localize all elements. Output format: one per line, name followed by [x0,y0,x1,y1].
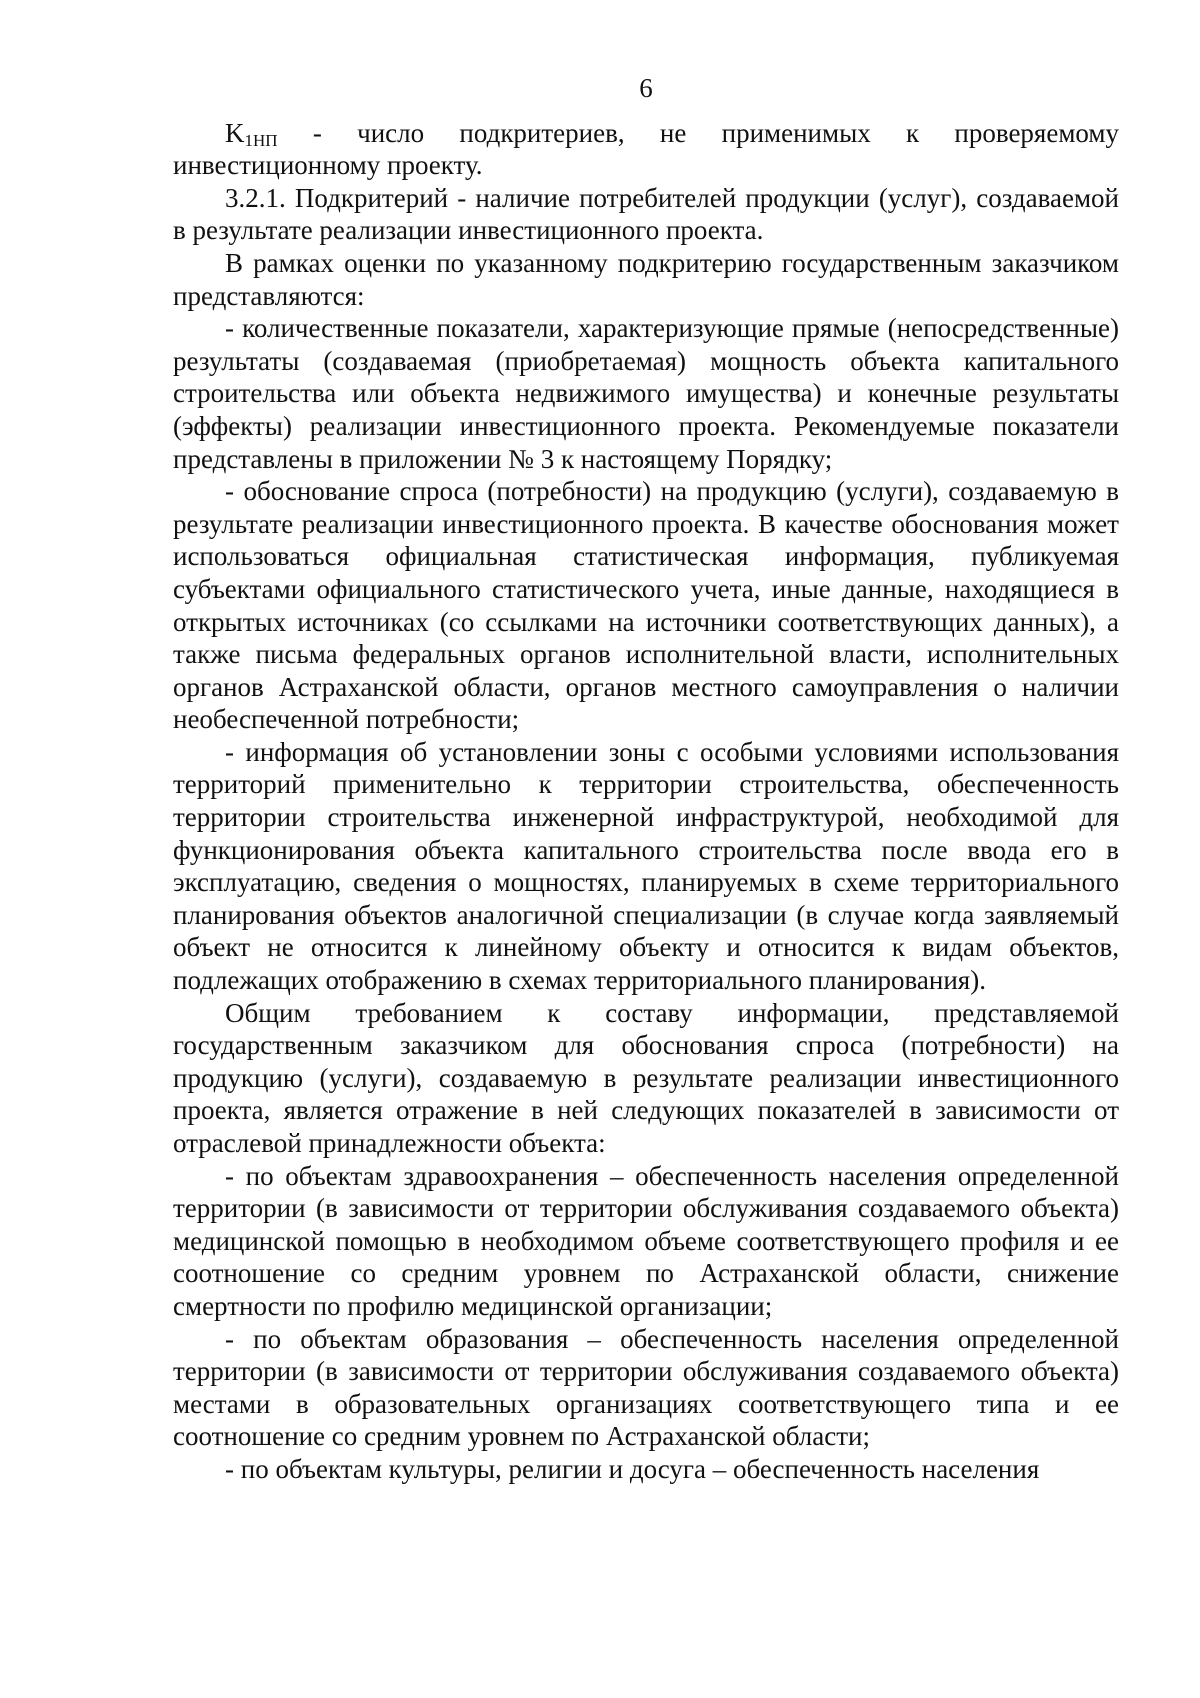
list-item-demand: - обоснование спроса (потребности) на продукцию (услуги), создаваемую в результате реализации инвестиционного проекта. В качестве обоснования может использоваться официальная статистическая информация, публикуемая субъектами официального статистического учета, иные данные, находящиеся в открытых источниках (со ссылками на источники соответствующих данных), а также письма федеральных органов исполнительной власти, исполнительных органов Астраханской области, органов местного самоуправления о наличии необеспеченной потребности; [173,476,1119,735]
paragraph-general-requirement: Общим требованием к составу информации, представляемой государственным заказчиком для обоснования спроса (потребности) на продукцию (услуги), создаваемую в результате реализации инвестиционного проекта, является отражение в ней следующих показателей в зависимости от отраслевой принадлежности объекта: [173,997,1119,1158]
definition-paragraph [173,117,1119,182]
paragraph-intro: В рамках оценки по указанному подкритерию государственным заказчиком представляются: [173,247,1119,311]
definition-symbol: K [225,117,245,148]
subcriterion-heading: 3.2.1. Подкритерий - наличие потребителей продукции (услуг), создаваемой в результате реализации инвестиционного проекта. [173,182,1119,246]
document-page [173,72,1119,1486]
page-number: 6 [639,73,653,103]
list-item-indicators: - количественные показатели, характеризующие прямые (непосредственные) результаты (создаваемая (приобретаемая) мощность объекта капитального строительства или объекта недвижимого имущества) и конечные результаты (эффекты) реализации инвестиционного проекта. Рекомендуемые показатели представлены в приложении № 3 к настоящему Порядку; [173,313,1119,474]
list-item-culture: - по объектам культуры, религии и досуга – обеспеченность населения [225,1453,1040,1484]
list-item-zone-info: - информация об установлении зоны с особыми условиями использования территорий применительно к территории строительства, обеспеченность территории строительства инженерной инфраструктурой, необходимой для функционирования объекта капитального строительства после ввода его в эксплуатацию, сведения о мощностях, планируемых в схеме территориального планирования объектов аналогичной специализации (в случае когда заявляемый объект не относится к линейному объекту и относится к видам объектов, подлежащих отображению в схемах территориального планирования). [173,736,1119,996]
definition-text: - число подкритериев, не применимых к проверяемому инвестиционному проекту. [173,117,1119,181]
list-item-education: - по объектам образования – обеспеченность населения определенной территории (в зависимости от территории обслуживания создаваемого объекта) местами в образовательных организациях соответствующего типа и ее соотношение со средним уровнем по Астраханской области; [173,1323,1119,1452]
list-item-healthcare: - по объектам здравоохранения – обеспеченность населения определенной территории (в зависимости от территории обслуживания создаваемого объекта) медицинской помощью в необходимом объеме соответствующего профиля и ее соотношение со средним уровнем по Астраханской области, снижение смертности по профилю медицинской организации; [173,1160,1119,1321]
definition-symbol-subscript: 1НП [244,130,278,150]
